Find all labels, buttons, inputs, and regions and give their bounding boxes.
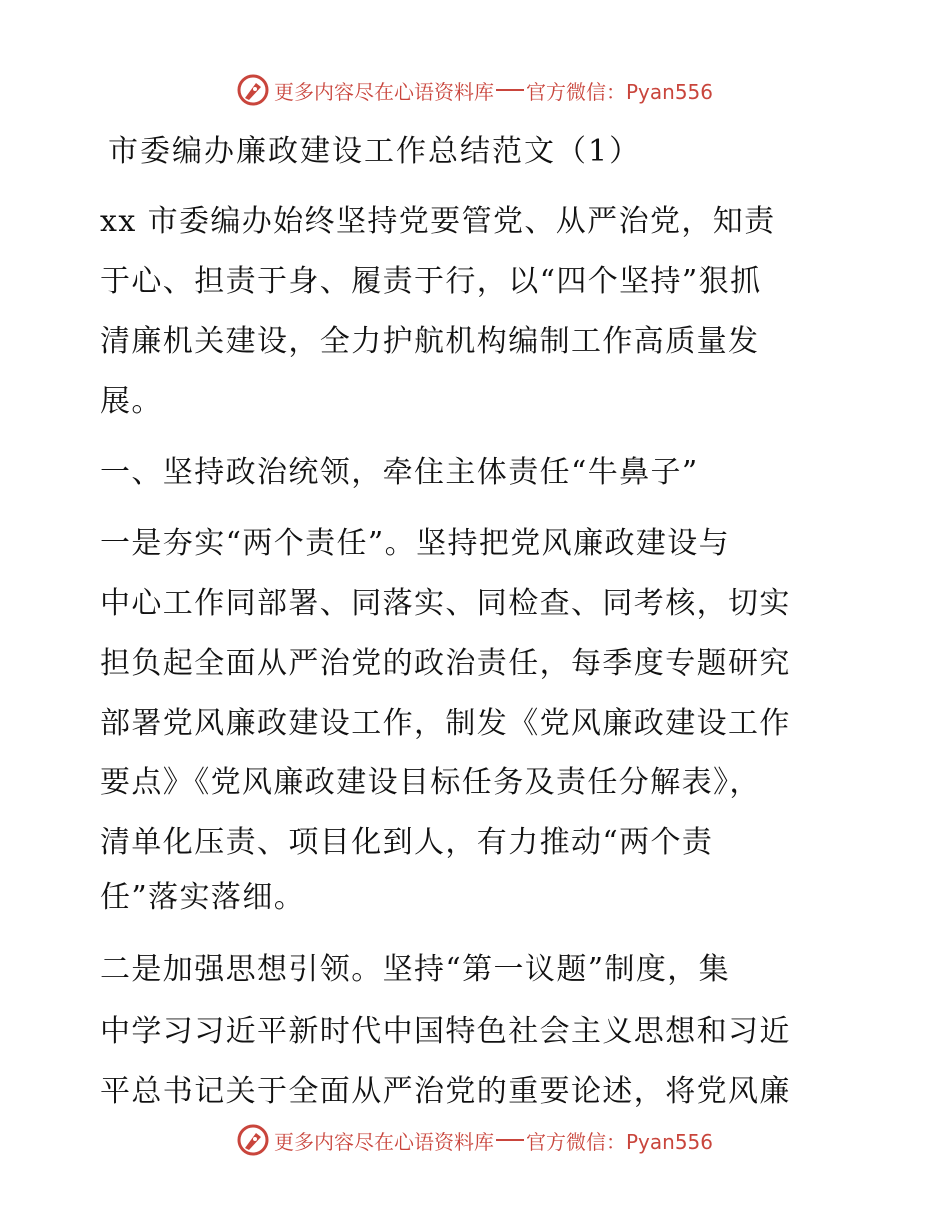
body-line: 部署党风廉政建设工作，制发《党风廉政建设工作 <box>100 706 791 741</box>
watermark-main-text: 更多内容尽在心语资料库 <box>274 1129 494 1154</box>
body-line: 清廉机关建设，全力护航机构编制工作高质量发 <box>100 324 760 359</box>
header-watermark <box>236 72 713 108</box>
body-line: 展。 <box>100 384 163 419</box>
body-line: 任”落实落细。 <box>100 880 306 915</box>
body-line: 中学习习近平新时代中国特色社会主义思想和习近 <box>100 1014 791 1049</box>
pen-nib-logo-icon <box>236 73 270 107</box>
body-line: 担负起全面从严治党的政治责任，每季度专题研究 <box>100 646 791 681</box>
watermark-main-text: 更多内容尽在心语资料库 <box>274 79 494 104</box>
document-title: 市委编办廉政建设工作总结范文（1） <box>108 134 642 169</box>
watermark-dash <box>496 89 524 91</box>
watermark-suffix-text: 官方微信：Pyan556 <box>526 1129 714 1154</box>
body-line: 中心工作同部署、同落实、同检查、同考核，切实 <box>100 586 791 621</box>
body-line: xx 市委编办始终坚持党要管党、从严治党，知责 <box>100 204 776 239</box>
body-line: 平总书记关于全面从严治党的重要论述，将党风廉 <box>100 1074 791 1109</box>
footer-watermark <box>236 1122 713 1158</box>
body-line: 清单化压责、项目化到人，有力推动“两个责 <box>100 825 714 860</box>
watermark-dash <box>496 1139 524 1141</box>
section-heading: 一、坚持政治统领，牵住主体责任“牛鼻子” <box>100 455 699 490</box>
body-line: 二是加强思想引领。坚持“第一议题”制度，集 <box>100 952 731 987</box>
body-line: 一是夯实“两个责任”。坚持把党风廉政建设与 <box>100 526 731 561</box>
watermark-suffix-text: 官方微信：Pyan556 <box>526 79 714 104</box>
body-line: 要点》《党风廉政建设目标任务及责任分解表》， <box>100 765 761 800</box>
pen-nib-logo-icon <box>236 1123 270 1157</box>
body-line: 于心、担责于身、履责于行，以“四个坚持”狠抓 <box>100 264 762 299</box>
